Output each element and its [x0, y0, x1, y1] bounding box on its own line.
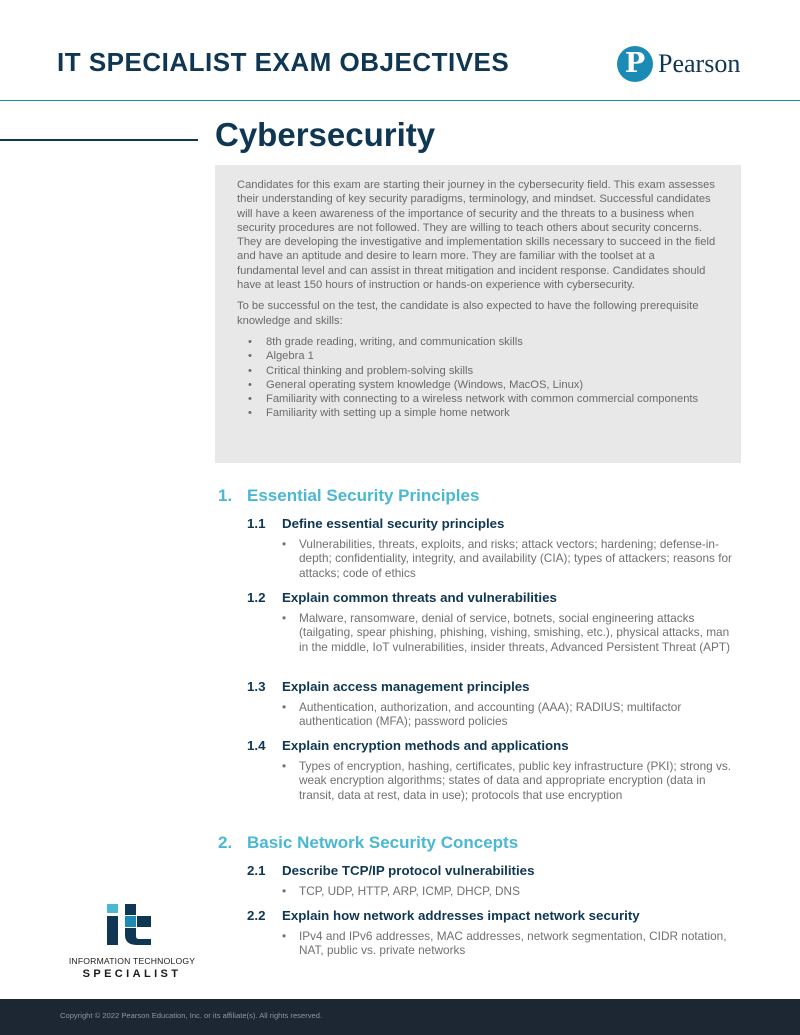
prerequisite-list [237, 335, 719, 421]
objective [247, 516, 747, 580]
prerequisite-item: • Algebra 1 [237, 349, 719, 363]
objective-title: Describe TCP/IP protocol vulnerabilities [282, 863, 535, 878]
objective-detail: • Vulnerabilities, threats, exploits, and risks; attack vectors; hardening; defense-in-depth; confidentiality, integrity, and availability (CIA); types of attackers; reasons for attacks; code of ethics [282, 537, 734, 580]
objective-number: 2.1 [247, 863, 266, 878]
objective-title: Explain how network addresses impact network security [282, 908, 640, 923]
pearson-logo-text: Pearson [658, 49, 741, 78]
section-title [218, 833, 518, 853]
prerequisite-item: • General operating system knowledge (Windows, MacOS, Linux) [237, 378, 719, 392]
objective-title: Define essential security principles [282, 516, 505, 531]
intro-paragraph: Candidates for this exam are starting their journey in the cybersecurity field. This exam assesses their understanding of key security paradigms, terminology, and mindset. Successful candidates will have a keen awareness of the importance of security and the threats to a business when security procedures are not followed. They are willing to teach others about security concerns. They are developing the investigative and implementation skills necessary to succeed in the field and have an aptitude and desire to learn more. They are familiar with the toolset at a fundamental level and can assist in threat mitigation and incident response. Candidates should have at least 150 hours of instruction or hands-on experience with cybersecurity. [237, 179, 716, 292]
section-number: 1. [218, 486, 233, 505]
intro-paragraph: To be successful on the test, the candidate is also expected to have the following prerequisite knowledge and skills: [237, 300, 699, 327]
it-specialist-logo [57, 902, 207, 982]
prerequisite-item: • Familiarity with setting up a simple home network [237, 406, 719, 420]
objective-number: 2.2 [247, 908, 266, 923]
objective-number: 1.2 [247, 590, 266, 605]
section-label: Essential Security Principles [247, 486, 480, 505]
header-title: IT SPECIALIST EXAM OBJECTIVES [57, 47, 510, 77]
objective-detail: • Types of encryption, hashing, certificates, public key infrastructure (PKI); strong vs. weak encryption algorithms; states of data and appropriate encryption (data in transit, data at rest, data in use); protocols that use encryption [282, 759, 734, 802]
prerequisite-item: • Familiarity with connecting to a wireless network with common commercial components [237, 392, 719, 406]
objective [247, 679, 747, 729]
section-label: Basic Network Security Concepts [247, 833, 519, 852]
it-logo-icon [105, 902, 165, 947]
objective-detail: • Authentication, authorization, and accounting (AAA); RADIUS; multifactor authentication (MFA); password policies [282, 700, 734, 729]
section-title [218, 486, 479, 506]
objective-detail: • IPv4 and IPv6 addresses, MAC addresses, network segmentation, CIDR notation, NAT, public vs. private networks [282, 929, 734, 958]
objective-number: 1.4 [247, 738, 266, 753]
pearson-logo[interactable] [617, 45, 740, 83]
pearson-logo-icon: P [617, 46, 653, 82]
objective-detail: • TCP, UDP, HTTP, ARP, ICMP, DHCP, DNS [282, 884, 734, 898]
objective-title: Explain access management principles [282, 679, 530, 694]
objective [247, 738, 747, 802]
intro-box [215, 165, 741, 463]
section-number: 2. [218, 833, 233, 852]
page-title: Cybersecurity [215, 116, 436, 153]
objective [247, 590, 747, 654]
objective [247, 908, 747, 958]
title-accent-rule [0, 139, 198, 141]
prerequisite-item: • 8th grade reading, writing, and communication skills [237, 335, 719, 349]
it-logo-caption: INFORMATION TECHNOLOGY [68, 956, 196, 966]
objective [247, 863, 747, 898]
footer [0, 999, 800, 1035]
copyright-text: Copyright © 2022 Pearson Education, Inc. or its affiliate(s). All rights reserved. [60, 1011, 323, 1020]
objective-title: Explain encryption methods and applications [282, 738, 569, 753]
objective-detail: • Malware, ransomware, denial of service, botnets, social engineering attacks (tailgating, spear phishing, phishing, vishing, smishing, etc.), physical attacks, man in the middle, IoT vulnerabilities, insider threats, Advanced Persistent Threat (APT) [282, 611, 734, 654]
header-divider [0, 100, 800, 101]
objective-number: 1.1 [247, 516, 266, 531]
prerequisite-item: • Critical thinking and problem-solving skills [237, 364, 719, 378]
it-logo-caption-bold: SPECIALIST [82, 968, 182, 980]
objective-title: Explain common threats and vulnerabilities [282, 590, 557, 605]
objective-number: 1.3 [247, 679, 266, 694]
